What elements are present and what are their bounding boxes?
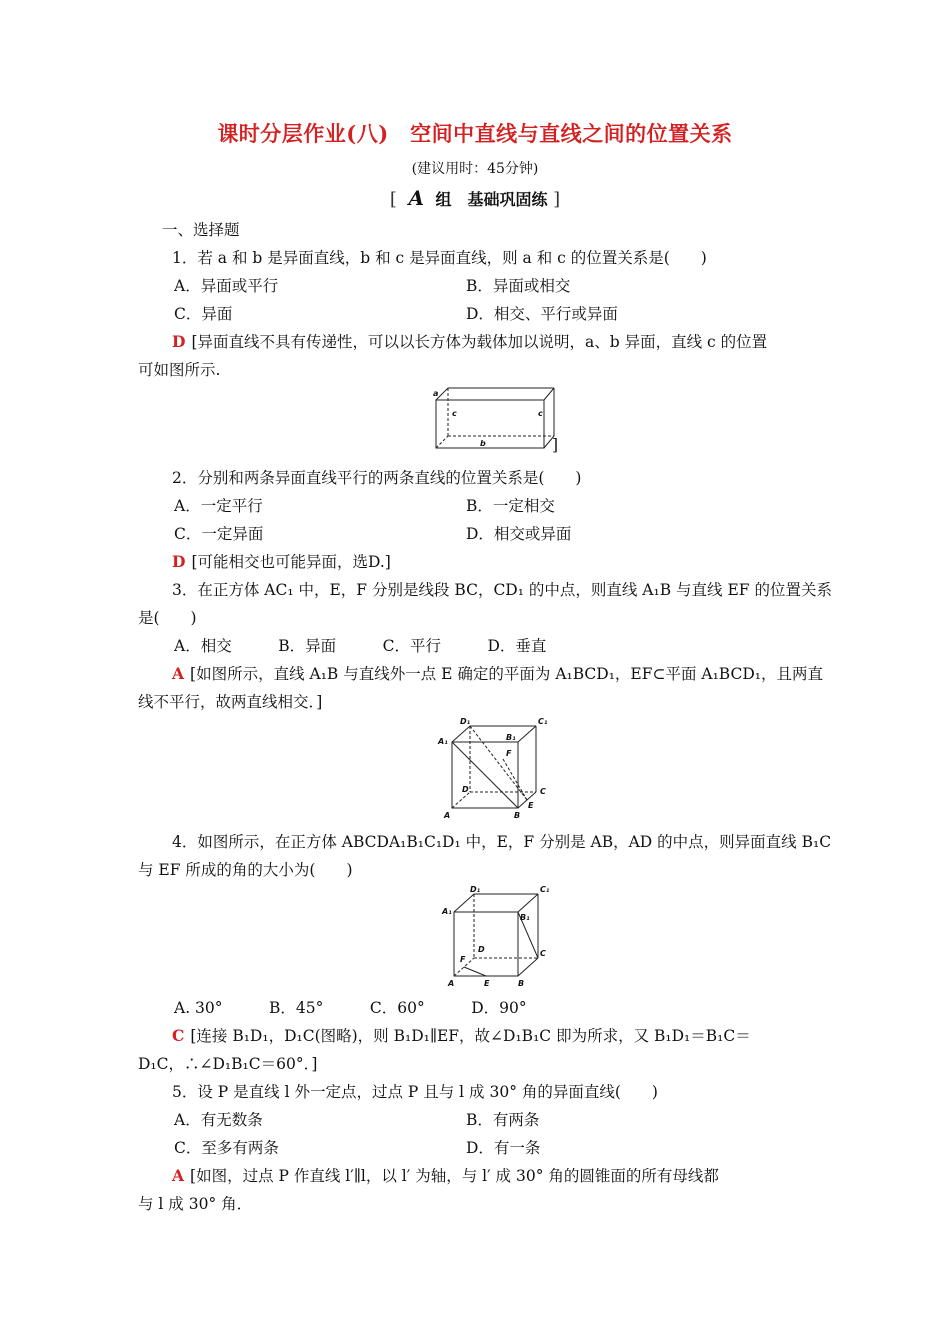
q4-stem-line2: 与 EF 所成的角的大小为( ) (138, 861, 353, 879)
q5-answer: A (172, 1166, 185, 1185)
q4-explanation-text: [连接 B₁D₁，D₁C(图略)，则 B₁D₁∥EF，故∠D₁B₁C 即为所求，又 B₁D₁＝B₁C＝ (190, 1027, 751, 1045)
q1-option-a: A．异面或平行 (174, 277, 279, 295)
q3-label-c: C (540, 787, 546, 796)
q4-label-d: D (478, 945, 485, 954)
q2-answer: D (172, 552, 186, 571)
q4-label-a1: A₁ (442, 907, 452, 916)
q4-label-a: A (448, 979, 455, 988)
q5-option-d: D．有一条 (466, 1139, 541, 1157)
q1-option-d: D．相交、平行或异面 (466, 305, 618, 323)
q1-label-c-right: c (538, 409, 543, 418)
q2-explanation (172, 550, 391, 572)
q3-label-b: B (514, 811, 521, 820)
q3-cube-figure (436, 714, 556, 820)
q5-explanation-line2: 与 l 成 30° 角． (138, 1195, 253, 1213)
q1-stem: 1．若 a 和 b 是异面直线，b 和 c 是异面直线，则 a 和 c 的位置关系是( ) (172, 249, 707, 267)
q1-label-a: a (433, 389, 439, 398)
q3-label-a: A (444, 811, 451, 820)
q4-label-c1: C₁ (540, 885, 550, 894)
q3-explanation-line2: 线不平行，故两直线相交．] (138, 693, 323, 711)
q3-label-d1: D₁ (460, 717, 471, 726)
q1-answer: D (172, 332, 186, 351)
q4-label-d1: D₁ (470, 885, 481, 894)
q1-explanation-text: [异面直线不具有传递性，可以以长方体为载体加以说明，a、b 异面，直线 c 的位置 (191, 333, 768, 351)
section-heading: 一、选择题 (162, 221, 240, 239)
q1-option-b: B．异面或相交 (466, 277, 571, 295)
q4-cube-figure (440, 882, 558, 988)
group-heading (0, 186, 950, 210)
q4-answer: C (172, 1026, 185, 1045)
q5-stem: 5．设 P 是直线 l 外一定点，过点 P 且与 l 成 30° 角的异面直线( ) (172, 1083, 658, 1101)
q4-label-b: B (518, 979, 525, 988)
q4-explanation-line2: D₁C，∴∠D₁B₁C＝60°．] (138, 1055, 318, 1073)
q4-stem-line1: 4．如图所示，在正方体 ABCDA₁B₁C₁D₁ 中，E，F 分别是 AB，AD 的中点，则异面直线 B₁C (172, 833, 832, 851)
q4-label-c: C (540, 949, 546, 958)
q5-explanation-text: [如图，过点 P 作直线 l′∥l，以 l′ 为轴，与 l′ 成 30° 角的圆锥面的所有母线都 (190, 1167, 719, 1185)
q4-label-f: F (460, 955, 466, 964)
q3-answer: A (172, 664, 185, 683)
q3-explanation-text: [如图所示，直线 A₁B 与直线外一点 E 确定的平面为 A₁BCD₁，EF⊂平面 A₁BCD₁，且两直 (190, 665, 823, 683)
q1-figure-close-bracket: ] (552, 436, 559, 454)
q1-cuboid-figure (428, 382, 558, 454)
q2-option-d: D．相交或异面 (466, 525, 572, 543)
q1-explanation-line1 (172, 330, 767, 352)
q3-explanation-line1 (172, 662, 823, 684)
group-bracket-close: ] (553, 189, 561, 210)
q3-options: A．相交 B．异面 C．平行 D．垂直 (174, 637, 547, 655)
page-title: 课时分层作业(八) 空间中直线与直线之间的位置关系 (217, 121, 733, 146)
q4-options: A. 30° B．45° C．60° D．90° (174, 999, 527, 1017)
q5-explanation-line1 (172, 1164, 719, 1186)
q3-label-f: F (506, 749, 512, 758)
group-label: 组 基础巩固练 (435, 190, 548, 209)
time-note: (建议用时：45分钟) (411, 161, 539, 177)
q2-option-a: A．一定平行 (174, 497, 263, 515)
q3-stem-line2: 是( ) (138, 609, 197, 627)
q2-option-c: C．一定异面 (174, 525, 264, 543)
q1-label-c-left: c (452, 409, 457, 418)
q2-stem: 2．分别和两条异面直线平行的两条直线的位置关系是( ) (172, 469, 582, 487)
q1-option-c: C．异面 (174, 305, 233, 323)
q3-label-e: E (528, 801, 534, 810)
q2-explanation-text: [可能相交也可能异面，选D.] (191, 553, 391, 571)
q3-label-d: D (462, 785, 469, 794)
group-bracket-open: [ (389, 189, 397, 210)
q5-option-a: A．有无数条 (174, 1111, 263, 1129)
q3-stem-line1: 3．在正方体 AC₁ 中，E，F 分别是线段 BC，CD₁ 的中点，则直线 A₁B 与直线 EF 的位置关系 (172, 581, 832, 599)
q5-option-c: C．至多有两条 (174, 1139, 279, 1157)
q3-label-c1: C₁ (538, 717, 548, 726)
group-glyph: A (408, 186, 424, 210)
q4-explanation-line1 (172, 1024, 751, 1046)
q1-label-b: b (480, 439, 486, 448)
q1-explanation-line2: 可如图所示. (138, 361, 221, 379)
q4-label-b1: B₁ (520, 913, 530, 922)
q4-label-e: E (484, 979, 490, 988)
q2-option-b: B．一定相交 (466, 497, 555, 515)
q3-label-b1: B₁ (506, 733, 516, 742)
q5-option-b: B．有两条 (466, 1111, 540, 1129)
q3-label-a1: A₁ (438, 737, 448, 746)
